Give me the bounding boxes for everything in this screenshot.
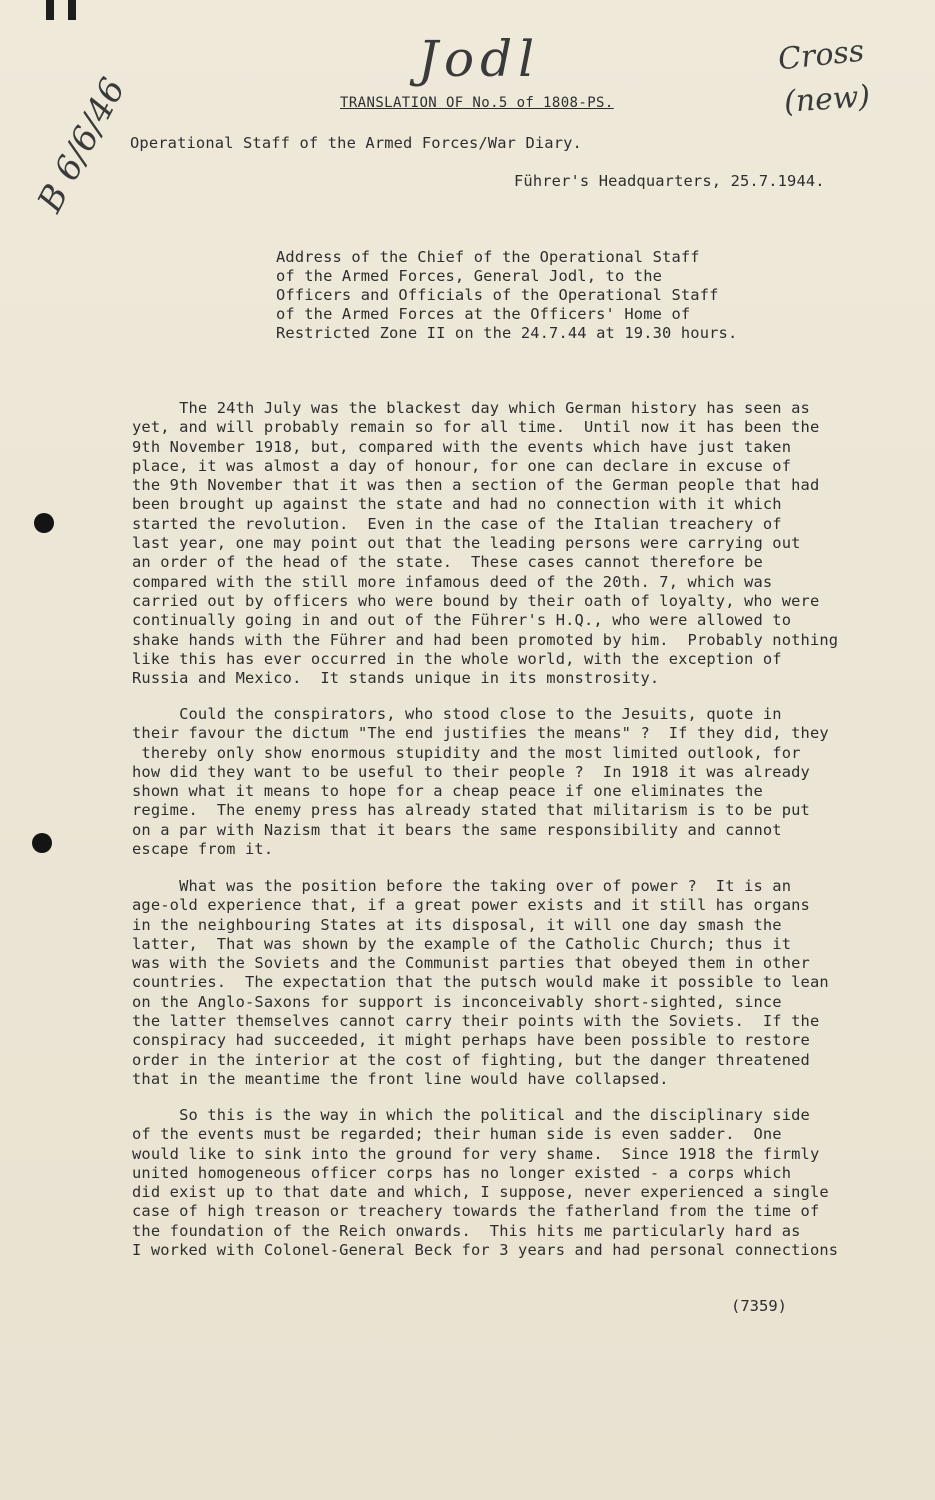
margin-signature: B 6/6/46: [30, 71, 134, 219]
paragraph-1-line: shake hands with the Führer and had been promoted by him. Probably nothing: [132, 630, 839, 649]
paragraph-3-line: conspiracy had succeeded, it might perhaps have been possible to restore: [132, 1031, 810, 1050]
paragraph-1-line: last year, one may point out that the leading persons were carrying out: [132, 534, 801, 553]
handwritten-note-cross: Cross: [776, 33, 866, 78]
paragraph-1-line: an order of the head of the state. These cases cannot therefore be: [132, 553, 763, 572]
paragraph-3-line: the latter themselves cannot carry their points with the Soviets. If the: [132, 1012, 820, 1031]
subject-line-4: of the Armed Forces at the Officers' Home of: [276, 305, 691, 323]
subject-line-2: of the Armed Forces, General Jodl, to the: [276, 267, 663, 285]
paragraph-2-line: regime. The enemy press has already stated that militarism is to be put: [132, 801, 810, 820]
handwritten-name: Jodl: [418, 30, 541, 88]
paragraph-1-line: been brought up against the state and had no connection with it which: [132, 495, 782, 514]
paragraph-2-line: escape from it.: [132, 840, 274, 859]
paragraph-4-line: did exist up to that date and which, I suppose, never experienced a single: [132, 1183, 829, 1202]
paragraph-4-line: the foundation of the Reich onwards. This hits me particularly hard as: [132, 1221, 801, 1240]
paragraph-2-line: on a par with Nazism that it bears the same responsibility and cannot: [132, 820, 782, 839]
source-line: Operational Staff of the Armed Forces/War Diary.: [130, 134, 582, 152]
paragraph-3-line: What was the position before the taking over of power ? It is an: [132, 877, 792, 895]
paragraph-3-line: on the Anglo-Saxons for support is inconceivably short-sighted, since: [132, 992, 782, 1011]
paragraph-2: [132, 705, 872, 859]
subject-line-5: Restricted Zone II on the 24.7.44 at 19.30 hours.: [276, 324, 738, 342]
paragraph-1-line: carried out by officers who were bound by their oath of loyalty, who were: [132, 591, 820, 610]
paragraph-1-line: the 9th November that it was then a section of the German people that had: [132, 476, 820, 495]
page-number: (7359): [731, 1297, 787, 1315]
paragraph-4-line: So this is the way in which the political and the disciplinary side: [132, 1106, 810, 1124]
paragraph-1-line: like this has ever occurred in the whole world, with the exception of: [132, 649, 782, 668]
subject-line-3: Officers and Officials of the Operational Staff: [276, 286, 719, 304]
paragraph-1-line: yet, and will probably remain so for all time. Until now it has been the: [132, 418, 820, 437]
paragraph-1-line: Russia and Mexico. It stands unique in its monstrosity.: [132, 669, 660, 688]
paragraph-3-line: in the neighbouring States at its disposal, it will one day smash the: [132, 915, 782, 934]
paragraph-2-line: thereby only show enormous stupidity and the most limited outlook, for: [132, 743, 801, 762]
paragraph-4: [132, 1106, 872, 1260]
paragraph-3-line: order in the interior at the cost of fighting, but the danger threatened: [132, 1050, 810, 1069]
paragraph-3-line: latter, That was shown by the example of the Catholic Church; thus it: [132, 934, 792, 953]
paragraph-3-line: was with the Soviets and the Communist parties that obeyed them in other: [132, 954, 810, 973]
paragraph-3-line: that in the meantime the front line would have collapsed.: [132, 1069, 669, 1088]
subject-line-1: Address of the Chief of the Operational Staff: [276, 248, 700, 266]
paragraph-4-line: of the events must be regarded; their human side is even sadder. One: [132, 1125, 782, 1144]
paragraph-1-line: compared with the still more infamous deed of the 20th. 7, which was: [132, 572, 773, 591]
paragraph-2-line: their favour the dictum "The end justifies the means" ? If they did, they: [132, 724, 829, 743]
paragraph-1-line: started the revolution. Even in the case of the Italian treachery of: [132, 514, 782, 533]
paragraph-1-line: The 24th July was the blackest day which German history has seen as: [132, 399, 810, 417]
paragraph-1-line: place, it was almost a day of honour, for one can declare in excuse of: [132, 456, 792, 475]
paragraph-2-line: Could the conspirators, who stood close to the Jesuits, quote in: [132, 705, 782, 723]
paragraph-4-line: case of high treason or treachery towards the fatherland from the time of: [132, 1202, 820, 1221]
paragraph-4-line: united homogeneous officer corps has no longer existed - a corps which: [132, 1163, 792, 1182]
paragraph-4-line: would like to sink into the ground for very shame. Since 1918 the firmly: [132, 1144, 820, 1163]
punch-hole-lower: [32, 833, 52, 853]
paragraph-3-line: age-old experience that, if a great power exists and it still has organs: [132, 896, 810, 915]
handwritten-note-new: (new): [782, 79, 872, 120]
dateline: Führer's Headquarters, 25.7.1944.: [514, 172, 825, 190]
paragraph-4-line: I worked with Colonel-General Beck for 3 years and had personal connections: [132, 1241, 839, 1260]
paragraph-1-line: continually going in and out of the Führer's H.Q., who were allowed to: [132, 611, 792, 630]
paragraph-3: [132, 877, 872, 1089]
paragraph-3-line: countries. The expectation that the putsch would make it possible to lean: [132, 973, 829, 992]
document-title: TRANSLATION OF No.5 of 1808-PS.: [340, 95, 614, 111]
paragraph-1-line: 9th November 1918, but, compared with the events which have just taken: [132, 437, 792, 456]
paragraph-2-line: shown what it means to hope for a cheap peace if one eliminates the: [132, 782, 763, 801]
staple-mark: [46, 0, 80, 22]
punch-hole-upper: [34, 513, 54, 533]
paragraph-2-line: how did they want to be useful to their people ? In 1918 it was already: [132, 762, 810, 781]
paragraph-1: [132, 399, 872, 688]
